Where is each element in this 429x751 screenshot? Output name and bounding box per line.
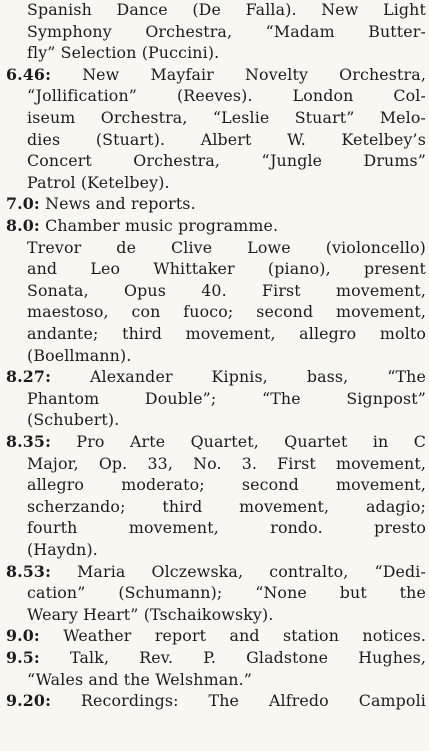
text-line: Patrol (Ketelbey). <box>27 172 170 192</box>
text-line: Sonata, Opus 40. First movement, <box>27 280 426 300</box>
time-label: 9.0: <box>6 626 40 646</box>
text-line: maestoso, con fuoco; second movement, <box>27 302 426 322</box>
text-line: Symphony Orchestra, “Madam Butter- <box>27 21 426 41</box>
text-line: (Haydn). <box>27 540 98 559</box>
text-line: Major, Op. 33, No. 3. First movement, <box>27 453 426 473</box>
text-line: fourth movement, rondo. presto <box>27 518 426 538</box>
text-line: Spanish Dance (De Falla). New Light <box>27 0 426 19</box>
entry-text: News and reports. <box>39 194 196 214</box>
entry-text: Recordings: The Alfredo Campoli <box>51 691 426 711</box>
text-line: and Leo Whittaker (piano), present <box>27 259 426 279</box>
entry-text: Chamber music programme. <box>39 216 279 235</box>
time-label: 8.0: <box>6 216 40 235</box>
time-label: 8.27: <box>6 367 52 387</box>
entry-text: Talk, Rev. P. Gladstone Hughes, <box>39 648 426 667</box>
text-line: “Jollification” (Reeves). London Col- <box>27 86 426 106</box>
program-entry-8-53 <box>6 562 426 582</box>
text-line: Concert Orchestra, “Jungle Drums” <box>27 151 426 171</box>
entry-text: New Mayfair Novelty Orchestra, <box>51 64 426 84</box>
time-label: 7.0: <box>6 194 40 214</box>
entry-text: Weather report and station notices. <box>39 626 426 646</box>
text-line: Weary Heart” (Tschaikowsky). <box>27 604 274 624</box>
text-line: cation” (Schumann); “None but the <box>27 583 426 603</box>
text-line: (Schubert). <box>27 410 120 430</box>
text-line: allegro moderato; second movement, <box>27 475 426 495</box>
text-line: fly” Selection (Puccini). <box>27 43 220 63</box>
program-entry-9-20 <box>6 691 426 711</box>
text-line: dies (Stuart). Albert W. Ketelbey’s <box>27 129 426 149</box>
entry-text: Maria Olczewska, contralto, “Dedi- <box>51 561 426 581</box>
program-entry-9-0 <box>6 626 426 646</box>
entry-text: Pro Arte Quartet, Quartet in C <box>51 432 426 451</box>
program-entry-7-0 <box>6 194 426 214</box>
program-entry-8-27 <box>6 367 426 387</box>
text-line: Trevor de Clive Lowe (violoncello) <box>27 237 426 257</box>
program-entry-6-46 <box>6 65 426 85</box>
program-entry-8-35 <box>6 432 426 452</box>
text-line: (Boellmann). <box>27 345 132 365</box>
time-label: 8.53: <box>6 561 52 581</box>
text-line: Phantom Double”; “The Signpost” <box>27 388 426 408</box>
text-line: iseum Orchestra, “Leslie Stuart” Melo- <box>27 108 426 127</box>
program-entry-8-0 <box>6 216 426 236</box>
text-line: andante; third movement, allegro molto <box>27 324 426 343</box>
program-entry-9-5 <box>6 648 426 668</box>
text-line: scherzando; third movement, adagio; <box>27 496 426 516</box>
entry-text: Alexander Kipnis, bass, “The <box>51 367 426 387</box>
text-line: “Wales and the Welshman.” <box>27 669 252 689</box>
time-label: 9.20: <box>6 691 52 711</box>
time-label: 9.5: <box>6 648 40 667</box>
time-label: 6.46: <box>6 64 52 84</box>
time-label: 8.35: <box>6 432 52 451</box>
